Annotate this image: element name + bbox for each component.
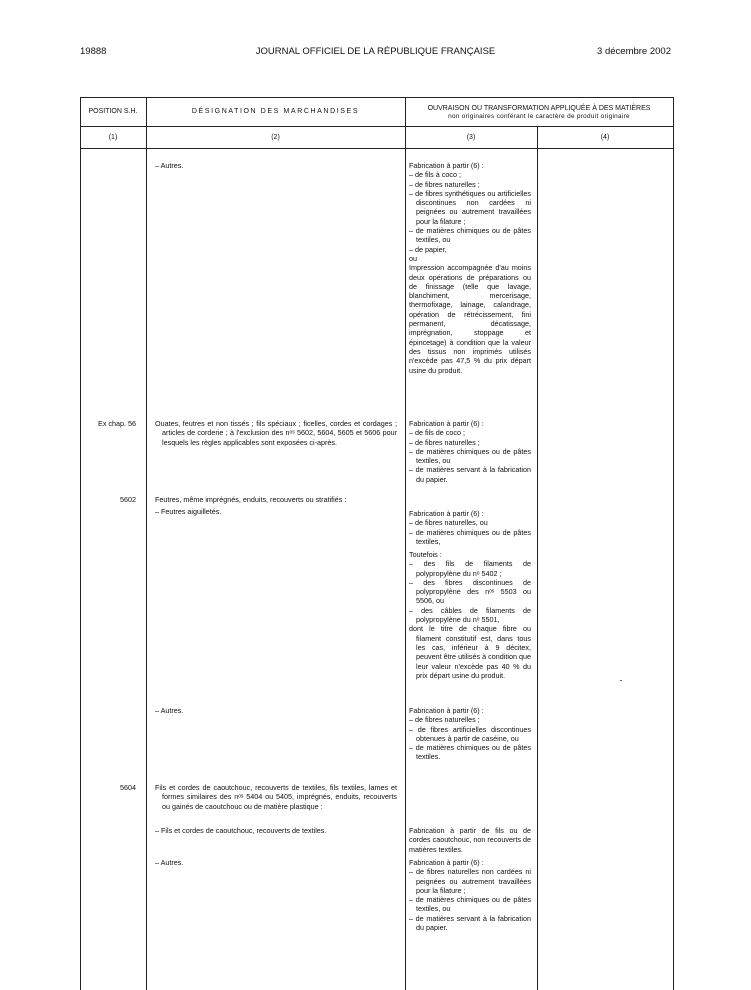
rule-line: – de matières chimiques ou de pâtes textiles, ou: [409, 226, 531, 245]
rule-line: – de fibres naturelles ;: [409, 179, 480, 189]
designation-5604-fils-cordes: – Fils et cordes de caoutchouc, recouverts de textiles.: [155, 826, 327, 835]
position-5604: 5604: [120, 783, 136, 792]
rule-line: – de matières chimiques ou de pâtes textiles,: [409, 527, 531, 546]
rule-line: – de fils de coco ;: [409, 428, 465, 438]
column-divider-3: [537, 126, 538, 990]
page-number: 19888: [80, 46, 107, 57]
table-border-right: [673, 97, 674, 990]
designation-5602-feutres-aiguilletes: – Feutres aiguilletés.: [155, 507, 222, 516]
column-number-1: (1): [108, 133, 118, 141]
rule-line: – de papier,: [409, 244, 447, 254]
designation-5604: [155, 783, 397, 811]
header-ouvraison: [405, 99, 673, 126]
rule-5602-autres: [409, 706, 531, 762]
rule-5604-fils-cordes: Fabrication à partir de fils ou de cordes caoutchouc, non recouverts de matières textiles.: [409, 826, 531, 854]
rule-line: – de fibres naturelles, ou: [409, 518, 488, 528]
rule-line: – de matières chimiques ou de pâtes textiles, ou: [409, 446, 531, 466]
table-border-left: [80, 97, 81, 990]
column-divider-2: [405, 97, 406, 990]
rule-line: dont le titre de chaque fibre ou filament constitutif est, dans tous les cas, inférieur à 9 décitex, peuvent être utilisés à condition que leur valeur n'excède pas 40 % du prix départ usine du produit.: [409, 624, 531, 680]
rule-line: – de fibres naturelles ;: [409, 437, 480, 447]
column-number-3: (3): [466, 133, 476, 141]
rule-autres: [409, 161, 531, 375]
designation-5602-autres: – Autres.: [155, 706, 184, 715]
rule-5602-toutefois: [409, 550, 531, 680]
rule-line: – de fibres artificielles discontinues obtenues à partir de caséine, ou: [409, 724, 531, 743]
rule-line: – de fibres naturelles non cardées ni peignées ou autrement travaillées pour la filature ;: [409, 867, 531, 895]
header-bottom-border: [80, 148, 674, 149]
header-ouvraison-title: OUVRAISON OU TRANSFORMATION APPLIQUÉE À DES MATIÈRES: [427, 104, 651, 112]
header-ouvraison-subtitle: non originaires conférant le caractère de produit originaire: [448, 112, 630, 120]
column-number-2: (2): [271, 133, 280, 141]
rule-line: Fabrication à partir (6) :: [409, 858, 484, 867]
rule-line: Fabrication à partir (6) :: [409, 706, 484, 715]
rule-line: ou: [409, 253, 417, 263]
rule-line: – des fibres discontinues de polypropylène des nᵒˢ 5503 ou 5506, ou: [409, 577, 531, 606]
rule-line: Toutefois :: [409, 550, 442, 559]
designation-text: Ouates, feutres et non tissés ; fils spéciaux ; ficelles, cordes et cordages ; articles de corderie ; à l'exclusion des nᵒˢ 5602, 5604, 5605 et 5606 pour lesquels les règles applicables sont exposées ci-après.: [155, 419, 397, 447]
designation-5604-autres: – Autres.: [155, 858, 184, 867]
rule-line: – de matières chimiques ou de pâtes textiles, ou: [409, 895, 531, 914]
rule-chap-56: [409, 419, 531, 484]
rules-table: [80, 97, 674, 990]
rule-5604-autres: [409, 858, 531, 932]
rule-line: – des câbles de filaments de polypropylène du nᵒ 5501,: [409, 605, 531, 625]
rule-line: Fabrication à partir (6) :: [409, 419, 484, 428]
position-5602: 5602: [120, 495, 136, 504]
rule-line: – de matières chimiques ou de pâtes textiles.: [409, 743, 531, 762]
designation-5602: Feutres, même imprégnés, enduits, recouverts ou stratifiés :: [155, 495, 347, 504]
column-number-4: (4): [600, 133, 610, 141]
designation-text: Fils et cordes de caoutchouc, recouverts de textiles, fils textiles, lames et formes similaires des nᵒˢ 5404 ou 5405, imprégnés, enduits, recouverts ou gainés de caoutchouc ou de matière plastique :: [155, 783, 397, 811]
column-divider-1: [146, 97, 147, 990]
rule-line: Fabrication à partir (6) :: [409, 161, 484, 170]
header-position: POSITION S.H.: [88, 107, 138, 115]
rule-line: – de fils à coco ;: [409, 170, 461, 180]
position-ex-chap-56: Ex chap. 56: [98, 419, 136, 428]
header-designation: DÉSIGNATION DES MARCHANDISES: [191, 107, 360, 115]
rule-line: – de fibres synthétiques ou artificielles discontinues non cardées ni peignées ou autrement travaillées pour la filature ;: [409, 188, 531, 226]
rule-line: – des fils de filaments de polypropylène du nᵒ 5402 ;: [409, 559, 531, 578]
rule-line: – de fibres naturelles ;: [409, 715, 480, 725]
designation-chap-56: [155, 419, 397, 447]
publication-date: 3 décembre 2002: [597, 46, 671, 57]
rule-line: – de matières servant à la fabrication du papier.: [409, 913, 531, 933]
designation-autres: – Autres.: [155, 161, 184, 170]
rule-line: Fabrication à partir (6) :: [409, 509, 484, 518]
rule-line: – de matières servant à la fabrication du papier.: [409, 465, 531, 484]
journal-title: JOURNAL OFFICIEL DE LA RÉPUBLIQUE FRANÇAISE: [255, 46, 496, 57]
scan-speck: [620, 680, 622, 681]
rule-line: Impression accompagnée d'au moins deux opérations de préparations ou de finissage (telle que lavage, blanchiment, mercerisage, thermofixage, lainage, calandrage, opération de rétrécissement, fini permanent, décatissage, imprégnation, stoppage et épincetage) à condition que la valeur des tissus non imprimés utilisés n'excède pas 47,5 % du prix départ usine du produit.: [409, 263, 531, 375]
rule-5602-feutres-aiguilletes: [409, 509, 531, 546]
